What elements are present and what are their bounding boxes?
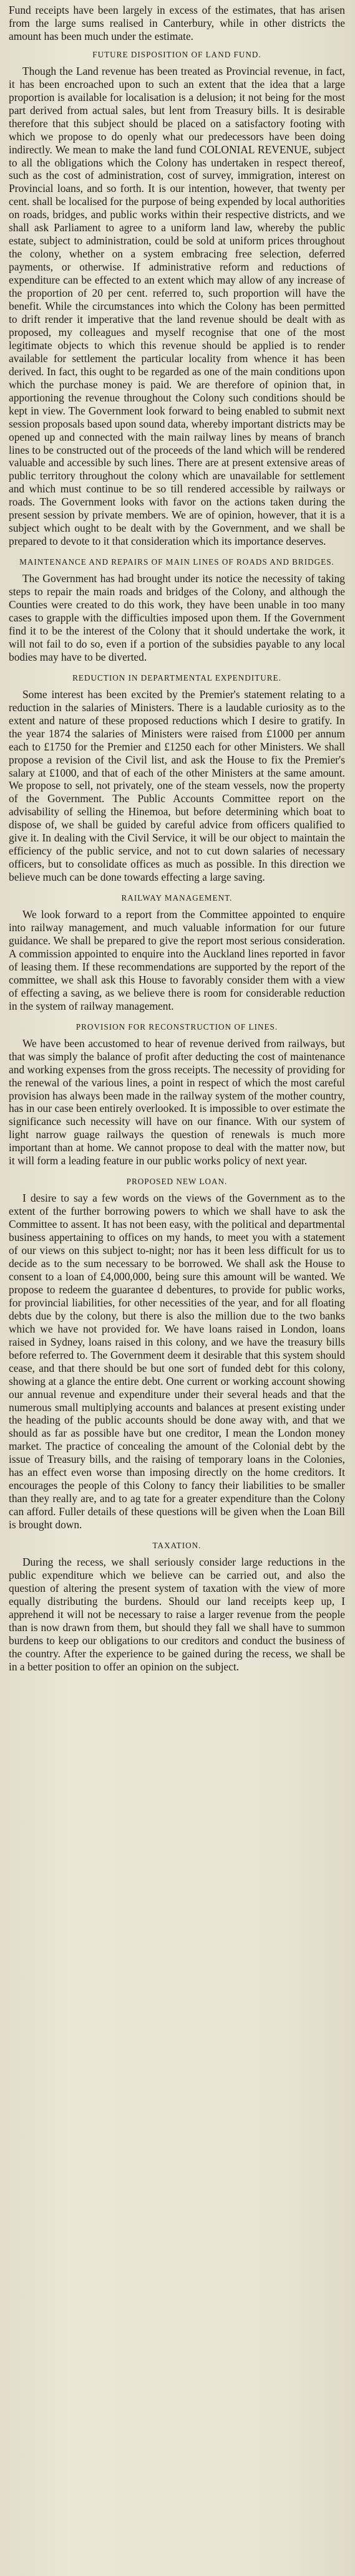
railway-management-paragraph: We look forward to a report from the Committee appointed to enquire into railway management, and much valuable information for our future guidance. We shall be prepared to give the report most serious consideration. A commission appointed to enquire into the Auckland lines reported in favor of leasing them. If these recommendations are supported by the report of the committee, we shall ask this House to favorably consider them with a view of effecting a saving, as we believe there is room for considerable reduction in the system of railway management. bbox=[9, 908, 345, 1012]
land-fund-paragraph: Though the Land revenue has been treated as Provincial revenue, in fact, it has been encroached upon to such an extent that the idea that a large proportion is available for localisation is a delusion; it not being for the most part derived from actual sales, but lent from Treasury bills. It is desirable therefore that this subject should be placed on a satisfactory footing with which we propose to do openly what our predecessors have been doing indirectly. We mean to make the land fund COLONIAL REVENUE, subject to all the obligations which the Colony has undertaken in respect thereof, such as the cost of administration, cost of survey, immigration, interest on Provincial loans, and so forth. It is our intention, however, that twenty per cent. shall be localised for the purpose of being expended by local authorities on roads, bridges, and public works within their respective districts, and we shall ask Parliament to agree to a uniform land law, whereby the public estate, subject to administration, could be sold at uniform prices throughout the colony, whether on a system embracing free selection, deferred payments, or otherwise. If administrative reform and reductions of expenditure can be effected to an extent which may allow of any increase of the proportion of 20 per cent. referred to, such proportion will have the benefit. While the circumstances into which the Colony has been permitted to drift render it imperative that the land revenue should be dealt with as proposed, my colleagues and myself recognise that one of the most legitimate objects to which this revenue should be applied is to render available for settlement the particular locality from whence it has been derived. In fact, this ought to be regarded as one of the main conditions upon which the purchase money is paid. We are therefore of opinion that, in apportioning the revenue throughout the Colony such conditions should be kept in view. The Government look forward to being enabled to submit next session proposals based upon sound data, whereby important districts may be opened up and connected with the main railway lines by means of branch lines to be constructed out of the proceeds of the land which will be rendered valuable and accessible by such lines. There are at present extensive areas of public territory throughout the colony which are unavailable for settlement and which must continue to be so till rendered accessible by railways or roads. The Government looks with favor on the actions taken during the present session by private members. We are of opinion, however, that it is a subject which ought to be dealt with by the Government, and we shall be prepared to devote to it that consideration which its importance deserves. bbox=[9, 64, 345, 548]
reconstruction-of-lines-paragraph: We have been accustomed to hear of revenue derived from railways, but that was simply the balance of profit after deducting the cost of maintenance and working expenses from the gross receipts. The necessity of providing for the renewal of the various lines, a point in respect of which the most careful provision has always been made in the railway system of the mother country, has in our case been entirely overlooked. It is impossible to over estimate the significance such necessity will have on our finance. With our system of light narrow guage railways the question of renewals is much more important than at home. We cannot propose to deal with the matter now, but it will form a leading feature in our public works policy of next year. bbox=[9, 1037, 345, 1167]
section-heading-taxation: TAXATION. bbox=[152, 1541, 202, 1551]
article-column bbox=[9, 4, 345, 1673]
section-heading-railway-management: RAILWAY MANAGEMENT. bbox=[121, 893, 233, 903]
departmental-expenditure-paragraph: Some interest has been excited by the Premier's statement relating to a reduction in the salaries of Ministers. There is a laudable curiosity as to the extent and nature of these proposed reductions which I desire to gratify. In the year 1874 the salaries of Ministers were raised from £1000 per annum each to £1750 for the Premier and £1250 each for other Ministers. We shall propose a revision of the Civil list, and ask the House to fix the Premier's salary at £1000, and that of each of the other Ministers at the same amount. We propose to sell, not privately, one of the steam vessels, now the property of the Government. The Public Accounts Committee report on the advisability of selling the Hinemoa, but before determining which boat to dispose of, we shall be guided by careful advice from officers qualified to give it. In dealing with the Civil Service, it will be our object to maintain the efficiency of the public service, and not to cut down salaries of necessary officers, but to consolidate offices as much as possible. In this direction we believe much can be done towards effecting a large saving. bbox=[9, 687, 345, 884]
new-loan-paragraph: I desire to say a few words on the views of the Government as to the extent of the further borrowing powers to which we shall have to ask the Committee to assent. It has not been easy, with the political and departmental business appertaining to offices on my hands, to meet you with a statement of our views on this subject to-night; nor has it been less difficult for us to decide as to the sum necessary to be borrowed. We shall ask the House to consent to a loan of £4,000,000, being sure this amount will be wanted. We propose to redeem the guarantee d debentures, to provide for public works, for provincial liabilities, for other necessities of the year, and for all floating debts due by the colony, but there is also the million due to the two banks which we have not provided for. We have loans raised in London, loans raised in Sydney, loans raised in this colony, and we have the treasury bills before referred to. The Government deem it desirable that this system should cease, and that there should be but one sort of funded debt for this colony, showing at a glance the entire debt. One current or working account showing our annual revenue and expenditure under their several heads and that the numerous small multiplying accounts and balances at present existing under the heading of the public accounts should be done away with, and that we should as far as possible have but one creditor, I mean the London money market. The practice of concealing the amount of the Colonial debt by the issue of Treasury bills, and the raising of temporary loans in the Colonies, has an effect even worse than imposing directly on the home creditors. It encourages the people of this Colony to fancy their liabilities to be smaller than they really are, and to ag tate for a greater expenditure than the Colony can afford. Fuller details of these questions will be given when the Loan Bill is brought down. bbox=[9, 1192, 345, 1531]
taxation-paragraph: During the recess, we shall seriously consider large reductions in the public expenditure which we believe can be carried out, and also the question of altering the present system of taxation with the view of more equally distributing the burdens. Should our land receipts keep up, I apprehend it will not be necessary to raise a larger revenue from the people than is now drawn from them, but should they fall we shall have to summon burdens to keep our obligations to our creditors and conduct the business of the country. After the experience to be gained during the recess, we shall be in a better position to offer an opinion on the subject. bbox=[9, 1556, 345, 1673]
section-heading-new-loan: PROPOSED NEW LOAN. bbox=[126, 1177, 228, 1187]
section-heading-roads-bridges: MAINTENANCE AND REPAIRS OF MAIN LINES OF ROADS AND BRIDGES. bbox=[19, 557, 334, 567]
section-heading-land-fund: FUTURE DISPOSITION OF LAND FUND. bbox=[92, 49, 261, 59]
intro-paragraph: Fund receipts have been largely in excess of the estimates, that has arisen from the large sums realised in Canterbury, while in other districts the amount has been much under the estimate. bbox=[9, 4, 345, 42]
section-heading-departmental-expenditure: REDUCTION IN DEPARTMENTAL EXPENDITURE. bbox=[72, 673, 281, 682]
section-heading-reconstruction-of-lines: PROVISION FOR RECONSTRUCTION OF LINES. bbox=[75, 1022, 278, 1032]
roads-bridges-paragraph: The Government has had brought under its notice the necessity of taking steps to repair the main roads and bridges of the Colony, and although the Counties were created to do this work, they have been unable in too many cases to grapple with the difficulties imposed upon them. If the Government find it to be the interest of the Colony that it should undertake the work, it will not fail to do so, even if a portion of the subsidies payable to any local bodies may have to be diverted. bbox=[9, 572, 345, 663]
